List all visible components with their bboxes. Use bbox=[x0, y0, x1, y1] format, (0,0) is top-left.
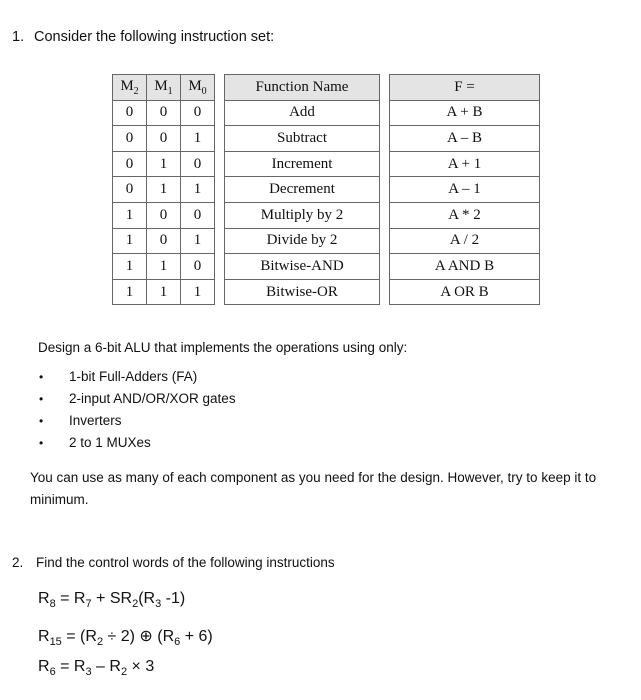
header-m1: $M_1$ bbox=[147, 75, 181, 101]
cell-m1: 1 bbox=[147, 177, 181, 203]
column-gap bbox=[380, 254, 390, 280]
column-gap bbox=[380, 202, 390, 228]
cell-m2: 0 bbox=[113, 126, 147, 152]
table-row bbox=[113, 151, 540, 177]
equation-subscript: 2 bbox=[96, 636, 104, 649]
table-row bbox=[113, 254, 540, 280]
question-number: 2. bbox=[12, 555, 24, 570]
cell-f: A * 2 bbox=[390, 202, 540, 228]
column-gap bbox=[215, 151, 225, 177]
cell-function-name: Increment bbox=[225, 151, 380, 177]
header-f: F = bbox=[390, 75, 540, 101]
cell-m2: 0 bbox=[113, 151, 147, 177]
equation-subscript: 2 bbox=[132, 598, 139, 611]
column-gap bbox=[215, 279, 225, 305]
design-note: You can use as many of each component as you need for the design. However, try to keep it to minimum. bbox=[30, 470, 597, 507]
equation-subscript: 8 bbox=[49, 598, 56, 611]
equation-3 bbox=[38, 658, 154, 678]
equation-term: + 6) bbox=[180, 628, 213, 645]
table-row bbox=[113, 100, 540, 126]
column-gap bbox=[380, 100, 390, 126]
equation-term: R bbox=[73, 658, 86, 675]
cell-m1: 0 bbox=[147, 126, 181, 152]
header-m2: $M_2$ bbox=[113, 75, 147, 101]
cell-function-name: Decrement bbox=[225, 177, 380, 203]
cell-f: A / 2 bbox=[390, 228, 540, 254]
equation-subscript: 2 bbox=[120, 666, 128, 679]
cell-m1: 0 bbox=[147, 202, 181, 228]
equation-term: R bbox=[38, 658, 50, 675]
header-m0: $M_0$ bbox=[181, 75, 215, 101]
cell-m0: 1 bbox=[181, 126, 215, 152]
column-gap bbox=[215, 254, 225, 280]
cell-m2: 1 bbox=[113, 202, 147, 228]
cell-f: A – B bbox=[390, 126, 540, 152]
cell-function-name: Bitwise-AND bbox=[225, 254, 380, 280]
design-prompt: Design a 6-bit ALU that implements the operations using only: bbox=[38, 340, 408, 355]
header-function-name: Function Name bbox=[225, 75, 380, 101]
cell-m2: 1 bbox=[113, 254, 147, 280]
cell-m1: 0 bbox=[147, 100, 181, 126]
table-row bbox=[113, 177, 540, 203]
equation-term: = bbox=[55, 590, 74, 607]
table-header-row bbox=[113, 75, 540, 101]
cell-m0: 0 bbox=[181, 100, 215, 126]
cell-function-name: Add bbox=[225, 100, 380, 126]
cell-function-name: Divide by 2 bbox=[225, 228, 380, 254]
column-gap bbox=[380, 177, 390, 203]
column-gap bbox=[380, 279, 390, 305]
table-row bbox=[113, 202, 540, 228]
bullet: • bbox=[39, 436, 44, 450]
equation-2 bbox=[38, 626, 213, 648]
equation-term: R bbox=[38, 628, 50, 645]
question-2-heading bbox=[12, 555, 335, 570]
table-row bbox=[113, 228, 540, 254]
instruction-set-table bbox=[112, 74, 540, 305]
question-number: 1. bbox=[12, 29, 25, 45]
equation-term: = bbox=[55, 658, 74, 675]
equation-subscript: 15 bbox=[49, 636, 62, 649]
question-1-heading bbox=[12, 29, 274, 45]
cell-m2: 0 bbox=[113, 177, 147, 203]
column-gap bbox=[215, 75, 225, 101]
cell-m2: 0 bbox=[113, 100, 147, 126]
column-gap bbox=[380, 75, 390, 101]
equation-term: R bbox=[38, 590, 50, 607]
table-row bbox=[113, 126, 540, 152]
equation-term: -1) bbox=[161, 590, 186, 607]
list-item: • 2 to 1 MUXes bbox=[39, 432, 236, 454]
list-item: • Inverters bbox=[39, 410, 236, 432]
bullet: • bbox=[39, 414, 44, 428]
cell-m0: 0 bbox=[181, 202, 215, 228]
equation-subscript: 3 bbox=[85, 666, 92, 679]
cell-m2: 1 bbox=[113, 228, 147, 254]
column-gap bbox=[380, 228, 390, 254]
cell-function-name: Bitwise-OR bbox=[225, 279, 380, 305]
equation-term: + SR bbox=[91, 590, 133, 607]
cell-function-name: Subtract bbox=[225, 126, 380, 152]
column-gap bbox=[215, 228, 225, 254]
cell-m1: 1 bbox=[147, 279, 181, 305]
column-gap bbox=[215, 177, 225, 203]
cell-m1: 1 bbox=[147, 254, 181, 280]
bullet: • bbox=[39, 392, 44, 406]
equation-term: ÷ 2) ⊕ (R bbox=[103, 628, 175, 645]
list-item: • 2-input AND/OR/XOR gates bbox=[39, 388, 236, 410]
equation-1 bbox=[38, 590, 185, 610]
question-prompt: Find the control words of the following instructions bbox=[36, 555, 335, 570]
equation-subscript: 7 bbox=[85, 598, 92, 611]
table-row bbox=[113, 279, 540, 305]
cell-m1: 1 bbox=[147, 151, 181, 177]
cell-m0: 1 bbox=[181, 279, 215, 305]
equation-term: (R bbox=[138, 590, 156, 607]
column-gap bbox=[380, 151, 390, 177]
equation-term: = (R bbox=[61, 628, 97, 645]
column-gap bbox=[215, 126, 225, 152]
equation-subscript: 6 bbox=[174, 636, 181, 649]
equation-subscript: 6 bbox=[49, 666, 56, 679]
bullet: • bbox=[39, 370, 44, 384]
cell-m0: 0 bbox=[181, 151, 215, 177]
equation-term: × 3 bbox=[127, 658, 155, 675]
cell-f: A OR B bbox=[390, 279, 540, 305]
equation-term: – R bbox=[91, 658, 121, 675]
cell-f: A AND B bbox=[390, 254, 540, 280]
column-gap bbox=[215, 100, 225, 126]
cell-f: A – 1 bbox=[390, 177, 540, 203]
cell-m0: 1 bbox=[181, 177, 215, 203]
cell-f: A + 1 bbox=[390, 151, 540, 177]
cell-m0: 0 bbox=[181, 254, 215, 280]
cell-m2: 1 bbox=[113, 279, 147, 305]
column-gap bbox=[380, 126, 390, 152]
cell-m0: 1 bbox=[181, 228, 215, 254]
list-item: • 1-bit Full-Adders (FA) bbox=[39, 366, 236, 388]
cell-function-name: Multiply by 2 bbox=[225, 202, 380, 228]
equation-subscript: 3 bbox=[155, 598, 162, 611]
column-gap bbox=[215, 202, 225, 228]
component-list bbox=[39, 366, 236, 454]
cell-f: A + B bbox=[390, 100, 540, 126]
cell-m1: 0 bbox=[147, 228, 181, 254]
equation-term: R bbox=[73, 590, 86, 607]
question-prompt: Consider the following instruction set: bbox=[34, 29, 275, 45]
